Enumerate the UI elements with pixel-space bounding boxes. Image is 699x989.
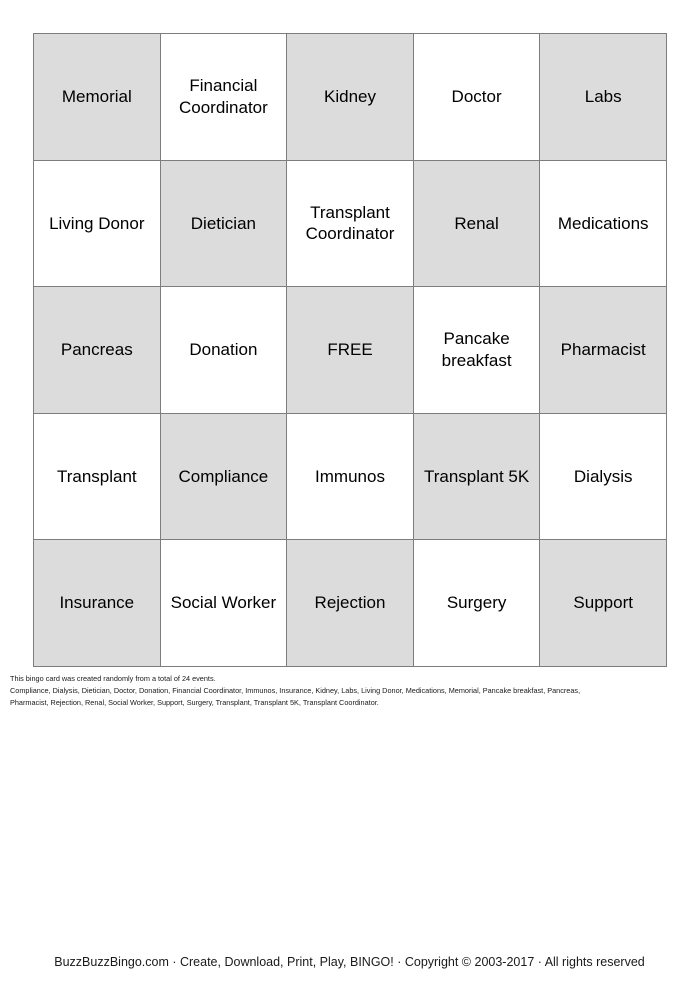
- bingo-cell[interactable]: [540, 414, 667, 541]
- bingo-cell[interactable]: [161, 414, 288, 541]
- bingo-cell[interactable]: [34, 34, 161, 161]
- bingo-cell-label: Kidney: [324, 86, 376, 106]
- bingo-cell[interactable]: [414, 161, 541, 288]
- bingo-cell-label: Social Worker: [170, 593, 277, 613]
- bingo-cell[interactable]: [287, 161, 414, 288]
- bingo-cell-label: Compliance: [178, 466, 269, 486]
- bingo-cell[interactable]: [540, 287, 667, 414]
- site-footer: BuzzBuzzBingo.com · Create, Download, Print, Play, BINGO! · Copyright © 2003-2017 · All rights reserved: [54, 955, 645, 969]
- bingo-cell[interactable]: [540, 34, 667, 161]
- bingo-cell[interactable]: [161, 540, 288, 667]
- bingo-cell-label: Transplant Coordinator: [305, 202, 395, 244]
- bingo-cell-label: Pharmacist: [560, 340, 646, 360]
- fineprint-event-list: Compliance, Dialysis, Dietician, Doctor, Donation, Financial Coordinator, Immunos, Insurance, Kidney, Labs, Living Donor, Medications, Memorial, Pancake breakfast, Pancreas, Pharmacist, Rejection, Renal, Social Worker, Support, Surgery, Transplant, Transplant 5K, Transplant Coordinator.: [10, 685, 581, 707]
- bingo-cell-label: Rejection: [314, 593, 386, 613]
- bingo-cell-label: Surgery: [446, 593, 507, 613]
- bingo-cell[interactable]: [540, 161, 667, 288]
- bingo-cell[interactable]: [540, 540, 667, 667]
- bingo-cell-label: Labs: [584, 86, 622, 106]
- bingo-card-grid: [33, 33, 667, 667]
- bingo-cell-label: Medications: [557, 213, 649, 233]
- bingo-cell-label: Financial Coordinator: [178, 76, 268, 117]
- bingo-cell[interactable]: [287, 287, 414, 414]
- bingo-cell-label: Dietician: [190, 213, 256, 233]
- bingo-cell[interactable]: [414, 414, 541, 541]
- bingo-cell[interactable]: [414, 540, 541, 667]
- bingo-cell-label: FREE: [327, 340, 373, 360]
- bingo-cell-label: Doctor: [451, 86, 502, 106]
- bingo-cell[interactable]: [161, 34, 288, 161]
- bingo-cell-label: Memorial: [61, 86, 132, 106]
- bingo-cell-label: Donation: [189, 340, 258, 360]
- bingo-cell[interactable]: [287, 34, 414, 161]
- bingo-cell-label: Support: [573, 593, 633, 613]
- bingo-cell[interactable]: [287, 414, 414, 541]
- bingo-cell[interactable]: [414, 287, 541, 414]
- bingo-cell[interactable]: [414, 34, 541, 161]
- bingo-cell-label: Immunos: [315, 466, 385, 486]
- fineprint-intro: This bingo card was created randomly from a total of 24 events.: [10, 674, 216, 683]
- bingo-cell-label: Dialysis: [573, 466, 633, 486]
- bingo-cell[interactable]: [34, 540, 161, 667]
- bingo-cell-label: Insurance: [59, 593, 135, 613]
- fineprint-block: [10, 673, 670, 708]
- bingo-cell[interactable]: [161, 287, 288, 414]
- bingo-cell[interactable]: [34, 161, 161, 288]
- bingo-cell[interactable]: [161, 161, 288, 288]
- bingo-cell-label: Transplant 5K: [423, 466, 530, 486]
- bingo-cell[interactable]: [287, 540, 414, 667]
- bingo-cell-label: Pancake breakfast: [441, 329, 512, 370]
- bingo-cell-label: Pancreas: [60, 340, 133, 360]
- bingo-cell[interactable]: [34, 287, 161, 414]
- bingo-cell-label: Living Donor: [49, 213, 145, 233]
- bingo-cell-label: Renal: [454, 213, 499, 233]
- bingo-cell[interactable]: [34, 414, 161, 541]
- bingo-cell-label: Transplant: [56, 466, 137, 486]
